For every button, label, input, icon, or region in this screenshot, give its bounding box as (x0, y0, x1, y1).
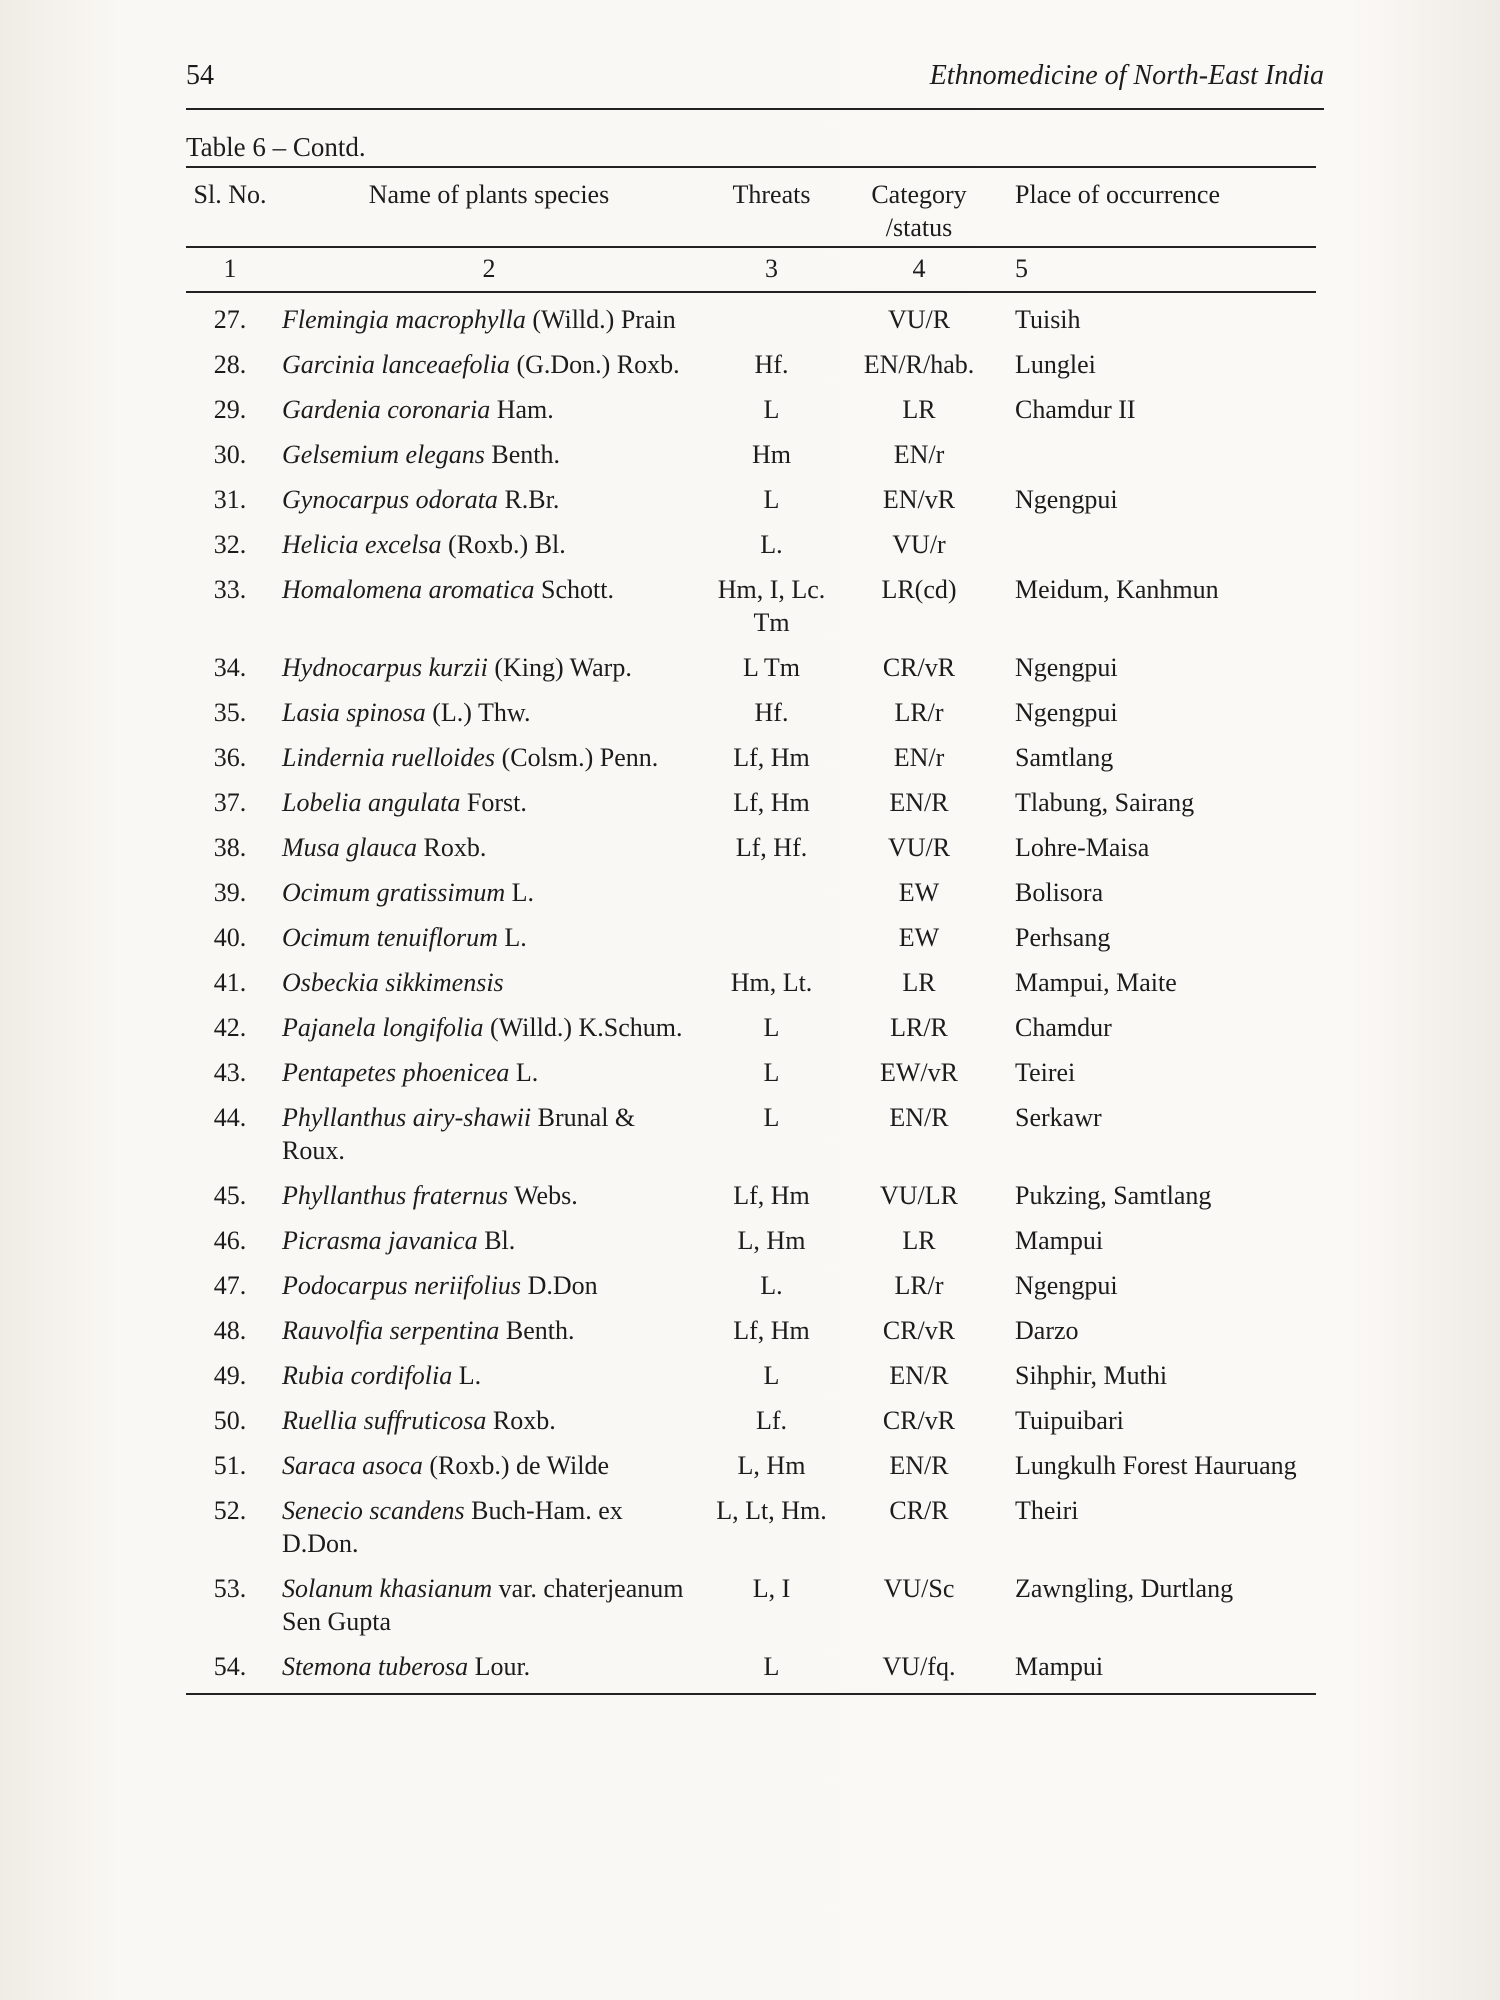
running-title: Ethnomedicine of North-East India (929, 60, 1324, 91)
species-binomial: Saraca asoca (282, 1451, 423, 1480)
species-name-cell (274, 432, 704, 477)
species-binomial: Phyllanthus airy-shawii (282, 1103, 532, 1132)
species-binomial: Gynocarpus odorata (282, 485, 498, 514)
species-binomial: Picrasma javanica (282, 1226, 478, 1255)
species-binomial: Podocarpus neriifolius (282, 1271, 522, 1300)
species-name-cell (274, 1050, 704, 1095)
category-cell: EN/R (889, 1361, 949, 1390)
category-cell: LR(cd) (881, 575, 957, 604)
sl-number: 41. (213, 968, 247, 997)
table-row (186, 645, 1316, 690)
place-cell: Samtlang (1015, 743, 1114, 772)
table-head (186, 167, 1316, 292)
table-row (186, 1050, 1316, 1095)
place-cell: Theiri (1015, 1496, 1079, 1525)
category-cell: LR/r (894, 698, 944, 727)
species-name-cell (274, 522, 704, 567)
table-row (186, 432, 1316, 477)
threats-cell: L Tm (742, 653, 801, 682)
species-authority: Forst. (466, 788, 527, 817)
species-binomial: Lobelia angulata (282, 788, 461, 817)
species-authority: Bl. (484, 1226, 516, 1255)
place-cell: Tlabung, Sairang (1015, 788, 1195, 817)
table-row (186, 915, 1316, 960)
place-cell: Mampui (1015, 1226, 1104, 1255)
table-row (186, 1173, 1316, 1218)
species-authority: L. (511, 878, 535, 907)
threats-cell: Lf, Hf. (735, 833, 808, 862)
table-row (186, 960, 1316, 1005)
table-row (186, 387, 1316, 432)
threats-cell: L, I (752, 1574, 791, 1603)
table-row (186, 1263, 1316, 1308)
species-name-cell (274, 690, 704, 735)
sl-number: 45. (213, 1181, 247, 1210)
category-cell: VU/r (892, 530, 946, 559)
table-row (186, 1443, 1316, 1488)
table-row (186, 292, 1316, 342)
species-authority: (King) Warp. (494, 653, 632, 682)
threats-cell: L, Hm (737, 1226, 806, 1255)
table-row (186, 1095, 1316, 1173)
species-binomial: Lasia spinosa (282, 698, 426, 727)
species-name-cell (274, 342, 704, 387)
species-authority: (Roxb.) de Wilde (429, 1451, 610, 1480)
threats-cell (704, 915, 839, 960)
place-cell: Chamdur II (1015, 395, 1136, 424)
category-cell: LR (902, 1226, 936, 1255)
species-authority: (G.Don.) Roxb. (516, 350, 680, 379)
species-binomial: Pentapetes phoenicea (282, 1058, 510, 1087)
threats-cell: L (763, 1013, 780, 1042)
sl-number: 36. (213, 743, 247, 772)
threats-cell: Hf. (754, 350, 789, 379)
category-cell: EN/r (893, 440, 945, 469)
species-authority: (Willd.) Prain (532, 305, 676, 334)
species-authority: D.Don (527, 1271, 598, 1300)
species-binomial: Flemingia macrophylla (282, 305, 526, 334)
column-number-row (186, 247, 1316, 292)
column-number: 3 (704, 247, 839, 292)
species-authority: Benth. (491, 440, 561, 469)
category-cell: LR (902, 968, 936, 997)
sl-number: 28. (213, 350, 247, 379)
threats-cell: L. (760, 1271, 783, 1300)
sl-number: 40. (213, 923, 247, 952)
species-name-cell (274, 1005, 704, 1050)
table-row (186, 870, 1316, 915)
threats-cell: L (763, 485, 780, 514)
category-cell: VU/fq. (839, 1644, 999, 1694)
threats-cell: Hf. (754, 698, 789, 727)
place-cell: Tuipuibari (1015, 1406, 1124, 1435)
species-name-cell (274, 387, 704, 432)
place-cell: Ngengpui (1015, 653, 1118, 682)
table-row (186, 1308, 1316, 1353)
threats-cell: Lf, Hm (733, 743, 810, 772)
sl-number: 29. (213, 395, 247, 424)
species-name-cell (274, 915, 704, 960)
threats-cell: L, Lt, Hm. (716, 1496, 827, 1525)
species-binomial: Ocimum tenuiflorum (282, 923, 498, 952)
species-authority: (Colsm.) Penn. (501, 743, 659, 772)
place-cell: Mampui, Maite (1015, 968, 1177, 997)
sl-number: 46. (213, 1226, 247, 1255)
threats-cell: L. (760, 530, 783, 559)
table-row (186, 1566, 1316, 1644)
threats-cell: L (763, 1058, 780, 1087)
category-cell: EN/R (889, 788, 949, 817)
table-row (186, 1353, 1316, 1398)
species-name-cell (274, 567, 704, 645)
species-name-cell (274, 870, 704, 915)
category-cell: LR/R (890, 1013, 948, 1042)
species-authority: R.Br. (504, 485, 560, 514)
species-name-cell (274, 292, 704, 342)
place-cell: Ngengpui (1015, 698, 1118, 727)
species-authority: Roxb. (423, 833, 487, 862)
place-cell: Meidum, Kanhmun (1015, 575, 1219, 604)
species-binomial: Gardenia coronaria (282, 395, 491, 424)
place-cell: Chamdur (1015, 1013, 1112, 1042)
table-row (186, 1398, 1316, 1443)
category-cell: EN/r (893, 743, 945, 772)
table-row (186, 1005, 1316, 1050)
threats-cell: L (763, 1103, 780, 1132)
table-body (186, 292, 1316, 1694)
threats-cell (704, 870, 839, 915)
column-number: 2 (274, 247, 704, 292)
sl-number: 47. (213, 1271, 247, 1300)
species-table (186, 166, 1316, 1695)
threats-cell: L (763, 1361, 780, 1390)
table-row (186, 1488, 1316, 1566)
sl-number: 53. (213, 1574, 247, 1603)
species-authority: L. (458, 1361, 482, 1390)
sl-number: 38. (213, 833, 247, 862)
category-cell: LR (902, 395, 936, 424)
species-authority: Ham. (496, 395, 554, 424)
header-species-name: Name of plants species (274, 167, 704, 247)
threats-cell: L (704, 1644, 839, 1694)
category-cell: EN/R (889, 1451, 949, 1480)
species-binomial: Musa glauca (282, 833, 418, 862)
table-row (186, 1644, 1316, 1694)
place-cell: Serkawr (1015, 1103, 1102, 1132)
sl-number: 32. (213, 530, 247, 559)
place-cell: Bolisora (1015, 878, 1104, 907)
place-cell: Lunglei (1015, 350, 1096, 379)
category-cell: VU/R (887, 305, 951, 334)
column-number: 4 (839, 247, 999, 292)
sl-number: 30. (213, 440, 247, 469)
species-authority: var. chaterjeanum Sen Gupta (282, 1574, 684, 1636)
category-cell: EW/vR (880, 1058, 958, 1087)
table-row (186, 567, 1316, 645)
sl-number: 54. (186, 1644, 274, 1694)
header-category: Category /status (839, 167, 999, 247)
column-number: 1 (186, 247, 274, 292)
species-name-cell (274, 1443, 704, 1488)
place-cell: Teirei (1015, 1058, 1076, 1087)
species-table-wrapper (186, 166, 1316, 1695)
species-authority: (Roxb.) Bl. (448, 530, 566, 559)
place-cell (999, 522, 1316, 567)
species-name-cell (274, 825, 704, 870)
table-row (186, 477, 1316, 522)
place-cell: Sihphir, Muthi (1015, 1361, 1168, 1390)
species-binomial: Hydnocarpus kurzii (282, 653, 488, 682)
species-binomial: Homalomena aromatica (282, 575, 535, 604)
species-binomial: Osbeckia sikkimensis (282, 968, 504, 997)
sl-number: 35. (213, 698, 247, 727)
species-authority: Schott. (541, 575, 614, 604)
threats-cell (704, 292, 839, 342)
sl-number: 31. (213, 485, 247, 514)
species-name-cell (274, 1644, 704, 1694)
page-header (186, 56, 1324, 110)
species-name-cell (274, 1353, 704, 1398)
category-cell: EN/R (889, 1103, 949, 1132)
threats-cell: L, Hm (737, 1451, 806, 1480)
sl-number: 52. (213, 1496, 247, 1525)
species-authority: Buch-Ham. ex D.Don. (282, 1496, 623, 1558)
species-authority: Lour. (474, 1652, 531, 1681)
place-cell: Lungkulh Forest Hauruang (1015, 1451, 1297, 1480)
sl-number: 33. (213, 575, 247, 604)
header-sl-no: Sl. No. (186, 167, 274, 247)
threats-cell: Lf, Hm (733, 788, 810, 817)
species-name-cell (274, 477, 704, 522)
table-caption: Table 6 – Contd. (186, 132, 366, 162)
sl-number: 49. (213, 1361, 247, 1390)
species-name-cell (274, 1398, 704, 1443)
table-row (186, 342, 1316, 387)
species-binomial: Ocimum gratissimum (282, 878, 506, 907)
sl-number: 39. (213, 878, 247, 907)
species-authority: (Willd.) K.Schum. (490, 1013, 683, 1042)
header-threats: Threats (704, 167, 839, 247)
species-name-cell (274, 1095, 704, 1173)
species-binomial: Garcinia lanceaefolia (282, 350, 510, 379)
species-binomial: Gelsemium elegans (282, 440, 485, 469)
category-cell: EW (898, 923, 940, 952)
sl-number: 27. (213, 305, 247, 334)
place-cell (999, 432, 1316, 477)
threats-cell: Hm, I, Lc. Tm (717, 575, 826, 637)
species-name-cell (274, 960, 704, 1005)
threats-cell: Hm (752, 440, 791, 469)
category-cell: CR/R (889, 1496, 949, 1525)
species-name-cell (274, 1218, 704, 1263)
species-authority: Benth. (505, 1316, 575, 1345)
sl-number: 48. (213, 1316, 247, 1345)
species-binomial: Stemona tuberosa (282, 1652, 469, 1681)
table-row (186, 825, 1316, 870)
species-binomial: Rauvolfia serpentina (282, 1316, 500, 1345)
species-authority: Roxb. (492, 1406, 556, 1435)
species-name-cell (274, 1263, 704, 1308)
table-row (186, 690, 1316, 735)
sl-number: 44. (213, 1103, 247, 1132)
species-binomial: Rubia cordifolia (282, 1361, 453, 1390)
species-name-cell (274, 1173, 704, 1218)
category-cell: EN/vR (882, 485, 956, 514)
place-cell: Darzo (1015, 1316, 1079, 1345)
species-name-cell (274, 780, 704, 825)
sl-number: 37. (213, 788, 247, 817)
threats-cell: Lf, Hm (733, 1316, 810, 1345)
threats-cell: L (763, 395, 780, 424)
species-name-cell (274, 645, 704, 690)
threats-cell: Lf, Hm (733, 1181, 810, 1210)
sl-number: 50. (213, 1406, 247, 1435)
species-binomial: Lindernia ruelloides (282, 743, 496, 772)
species-name-cell (274, 735, 704, 780)
species-binomial: Solanum khasianum (282, 1574, 493, 1603)
species-name-cell (274, 1488, 704, 1566)
place-cell: Ngengpui (1015, 485, 1118, 514)
species-binomial: Pajanela longifolia (282, 1013, 484, 1042)
place-cell: Zawngling, Durtlang (1015, 1574, 1234, 1603)
sl-number: 43. (213, 1058, 247, 1087)
species-binomial: Senecio scandens (282, 1496, 465, 1525)
category-cell: CR/vR (882, 1406, 956, 1435)
category-cell: VU/LR (880, 1181, 958, 1210)
species-name-cell (274, 1566, 704, 1644)
sl-number: 42. (213, 1013, 247, 1042)
category-cell: LR/r (894, 1271, 944, 1300)
place-cell: Perhsang (1015, 923, 1111, 952)
category-cell: VU/R (887, 833, 951, 862)
place-cell: Tuisih (1015, 305, 1081, 334)
header-place: Place of occurrence (999, 167, 1316, 247)
category-cell: VU/Sc (883, 1574, 955, 1603)
table-row (186, 735, 1316, 780)
threats-cell: Hm, Lt. (730, 968, 813, 997)
sl-number: 34. (213, 653, 247, 682)
species-authority: L. (515, 1058, 539, 1087)
species-authority: Webs. (514, 1181, 578, 1210)
sl-number: 51. (213, 1451, 247, 1480)
category-cell: CR/vR (882, 1316, 956, 1345)
table-row (186, 522, 1316, 567)
page-number: 54 (186, 60, 214, 91)
species-authority: L. (504, 923, 527, 952)
place-cell: Mampui (999, 1644, 1316, 1694)
species-binomial: Ruellia suffruticosa (282, 1406, 487, 1435)
species-binomial: Helicia excelsa (282, 530, 442, 559)
place-cell: Pukzing, Samtlang (1015, 1181, 1212, 1210)
category-cell: EW (898, 878, 940, 907)
species-binomial: Phyllanthus fraternus (282, 1181, 509, 1210)
place-cell: Ngengpui (1015, 1271, 1118, 1300)
place-cell: Lohre-Maisa (1015, 833, 1150, 862)
species-authority: Brunal & Roux. (282, 1103, 636, 1165)
category-cell: CR/vR (882, 653, 956, 682)
category-cell: EN/R/hab. (863, 350, 975, 379)
table-row (186, 1218, 1316, 1263)
species-name-cell (274, 1308, 704, 1353)
species-authority: (L.) Thw. (432, 698, 531, 727)
table-row (186, 780, 1316, 825)
threats-cell: Lf. (755, 1406, 788, 1435)
column-number: 5 (999, 247, 1316, 292)
header-row (186, 167, 1316, 247)
